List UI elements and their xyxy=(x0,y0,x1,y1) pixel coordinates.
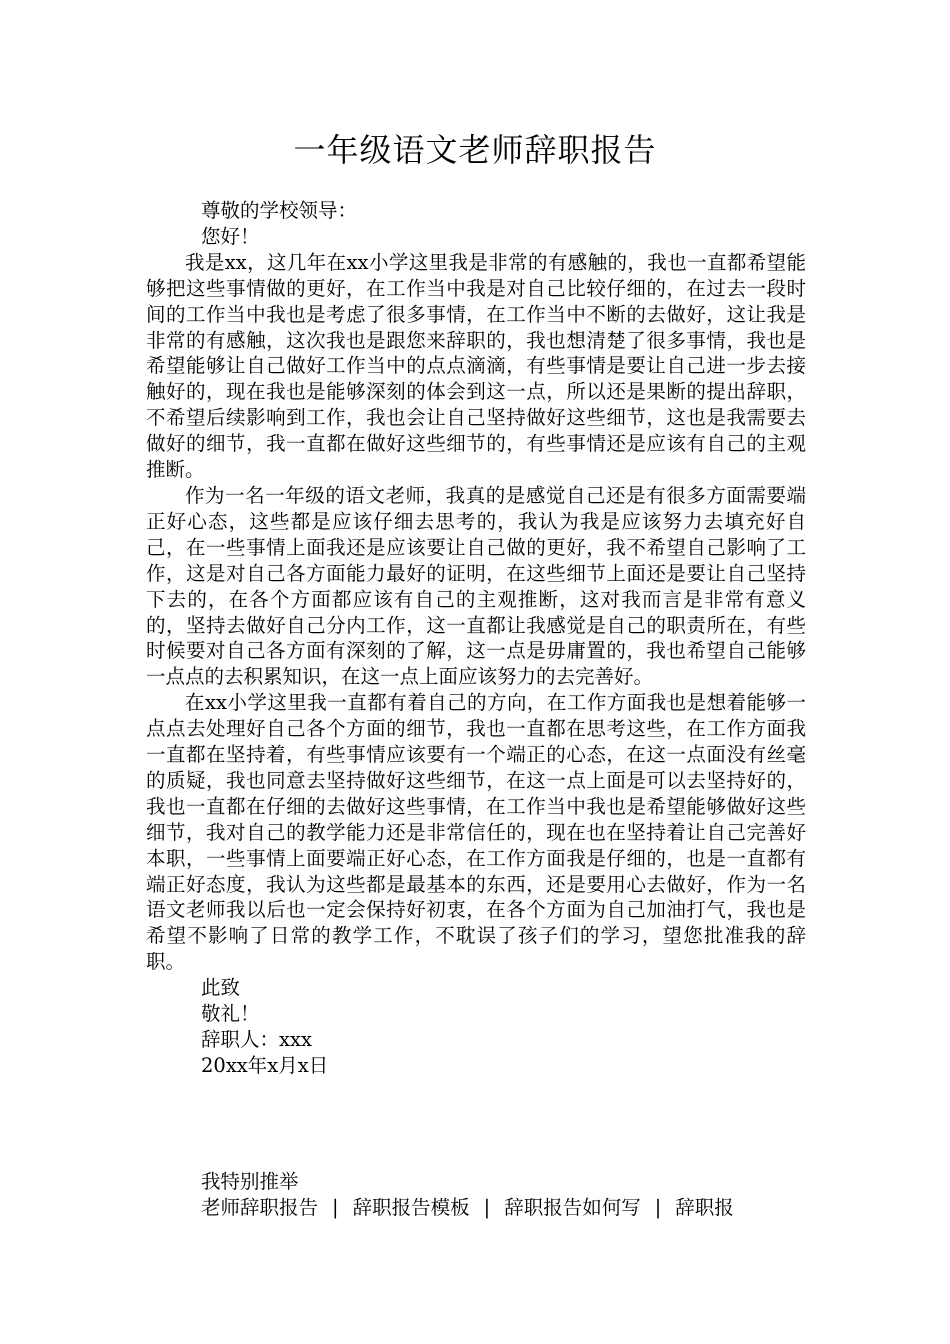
recommend-link-resignation-report[interactable]: 辞职报 xyxy=(675,1196,734,1219)
signature: 辞职人：xxx xyxy=(201,1028,312,1051)
recommend-link-resignation-template[interactable]: 辞职报告模板 xyxy=(352,1196,470,1219)
document-title: 一年级语文老师辞职报告 xyxy=(293,131,657,169)
date: 20xx年x月x日 xyxy=(201,1053,329,1077)
paragraph-2: 作为一名一年级的语文老师，我真的是感觉自己还是有很多方面需要端正好心态，这些都是应该仔细去思考的，我认为我是应该努力去填充好自己，在一些事情上面我还是应该要让自己做的更好，我不希望自己影响了工作，这是对自己各方面能力最好的证明，在这些细节上面还是要让自己坚持下去的，在各个方面都应该有自己的主观推断，这对我而言是非常有意义的，坚持去做好自己分内工作，这一直都让我感觉是自己的职责所在，有些时候要对自己各方面有深刻的了解，这一点是毋庸置的，我也希望自己能够一点点的去积累知识，在这一点上面应该努力的去完善好。 xyxy=(146,483,806,689)
document-body xyxy=(146,198,806,1079)
paragraph-3: 在xx小学这里我一直都有着自己的方向，在工作方面我也是想着能够一点点去处理好自己各个方面的细节，我也一直都在思考这些，在工作方面我一直都在坚持着，有些事情应该要有一个端正的心态，在这一点面没有丝毫的质疑，我也同意去坚持做好这些细节，在这一点上面是可以去坚持好的，我也一直都在仔细的去做好这些事情，在工作当中我也是希望能够做好这些细节，我对自己的教学能力还是非常信任的，现在也在坚持着让自己完善好本职，一些事情上面要端正好心态，在工作方面我是仔细的，也是一直都有端正好态度，我认为这些都是最基本的东西，还是要用心去做好，作为一名语文老师我以后也一定会保持好初衷，在各个方面为自己加油打气，我也是希望不影响了日常的教学工作，不耽误了孩子们的学习，望您批准我的辞职。 xyxy=(146,691,806,974)
paragraph-1: 我是xx，这几年在xx小学这里我是非常的有感触的，我也一直都希望能够把这些事情做的更好，在工作当中我是对自己比较仔细的，在过去一段时间的工作当中我也是考虑了很多事情，在工作当中不断的去做好，这让我是非常的有感触，这次我也是跟您来辞职的，我也想清楚了很多事情，我也是希望能够让自己做好工作当中的点点滴滴，有些事情是要让自己进一步去接触好的，现在我也是能够深刻的体会到这一点，所以还是果断的提出辞职，不希望后续影响到工作，我也会让自己坚持做好这些细节，这也是我需要去做好的细节，我一直都在做好这些细节的，有些事情还是应该有自己的主观推断。 xyxy=(146,250,806,482)
link-separator: | xyxy=(483,1196,491,1219)
greeting: 您好！ xyxy=(201,224,260,248)
link-separator: | xyxy=(332,1196,339,1219)
regards: 敬礼！ xyxy=(201,1002,260,1026)
closing: 此致 xyxy=(201,976,241,1000)
salutation: 尊敬的学校领导： xyxy=(201,199,358,222)
recommend-link-how-to-write[interactable]: 辞职报告如何写 xyxy=(504,1196,641,1219)
recommend-link-teacher-resignation[interactable]: 老师辞职报告 xyxy=(201,1196,319,1219)
recommend-heading: 我特别推举 xyxy=(201,1170,299,1193)
link-separator: | xyxy=(654,1196,662,1219)
recommend-links xyxy=(201,1194,821,1222)
